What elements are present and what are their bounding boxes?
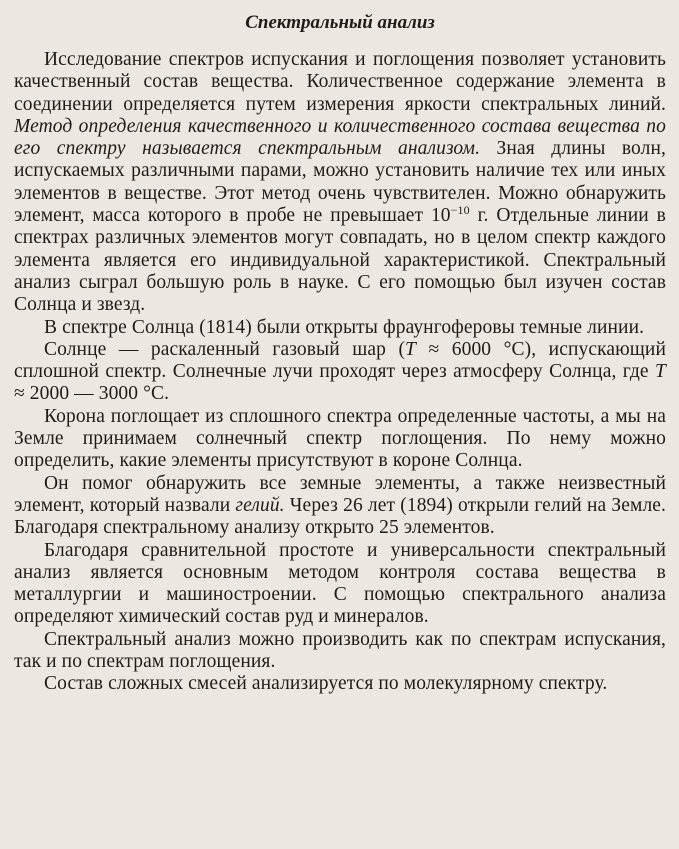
paragraph-sun	[14, 339, 666, 406]
helium-word: гелий.	[235, 494, 285, 516]
intro-text-c: г. Отдельные линии в спектрах различных элементов могут совпадать, но в целом спектр каждого элемента является его индивидуальной характеристикой. Спектральный анализ сыграл большую роль в науке. С его помощью был изучен состав Солнца и звезд.	[14, 205, 666, 316]
intro-text-a: Исследование спектров испускания и поглощения позволяет установить качественный состав вещества. Количественное содержание элемента в соединении определяется путем измерения яркости спектральных линий.	[14, 49, 666, 115]
exponent: −10	[450, 203, 470, 218]
temperature-symbol-2: T	[655, 361, 666, 383]
helium-text-b: Через 26 лет (1894) открыли гелий на Земле. Благодаря спектральному анализу открыто 25 элементов.	[14, 494, 667, 539]
temperature-symbol-1: T	[405, 338, 416, 360]
sun-text-b: ≈ 6000 °C), испускающий сплошной спектр. Солнечные лучи проходят через атмосферу Солнца, где	[14, 338, 666, 383]
paragraph-corona: Корона поглощает из сплошного спектра определенные частоты, а мы на Земле принимаем солнечный спектр поглощения. По нему можно определить, какие элементы присутствуют в короне Солнца.	[14, 405, 666, 472]
sun-text-a: Солнце — раскаленный газовый шар (	[44, 338, 406, 360]
sun-text-c: ≈ 2000 — 3000 °C.	[14, 383, 170, 405]
intro-text-b: Зная длины волн, испускаемых различными парами, можно установить наличие тех или иных элементов в веществе. Этот метод очень чувствителен. Можно обнаружить элемент, масса которого в пробе не превышает 10	[14, 138, 666, 227]
paragraph-fraunhofer: В спектре Солнца (1814) были открыты фраунгоферовы темные линии.	[44, 316, 645, 338]
section-title: Спектральный анализ	[245, 12, 435, 33]
paragraph-helium	[14, 473, 666, 540]
definition-text: Метод определения качественного и количественного состава вещества по его спектру называется спектральным анализом.	[14, 115, 666, 160]
paragraph-methods: Спектральный анализ можно производить как по спектрам испускания, так и по спектрам поглощения.	[14, 628, 666, 673]
paragraph-molecular: Состав сложных смесей анализируется по молекулярному спектру.	[44, 673, 608, 695]
paragraph-intro	[14, 49, 666, 317]
helium-text-a: Он помог обнаружить все земные элементы, а также неизвестный элемент, который назвали	[14, 472, 666, 516]
paragraph-applications: Благодаря сравнительной простоте и универсальности спектральный анализ является основным методом контроля состава вещества в металлургии и машиностроении. С помощью спектрального анализа определяют химический состав руд и минералов.	[14, 539, 666, 628]
